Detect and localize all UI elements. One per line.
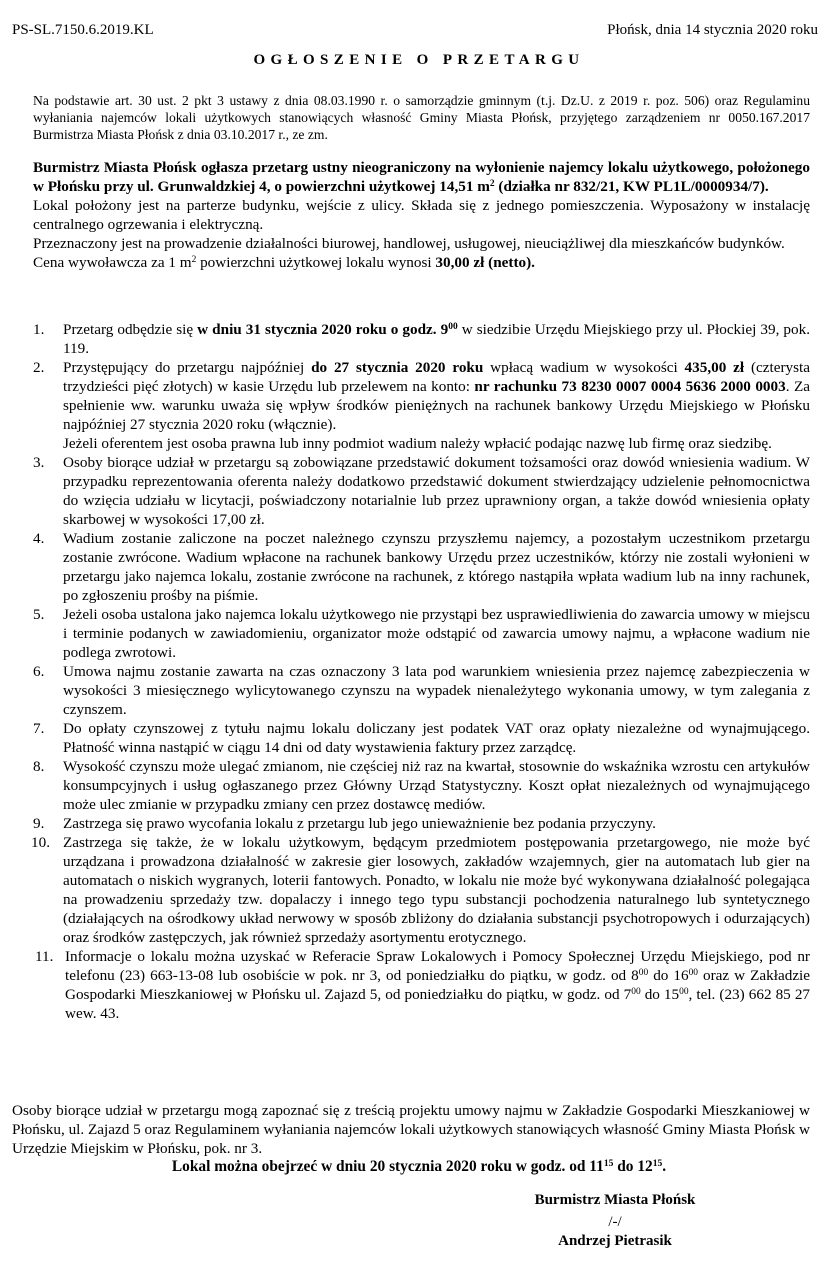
list-item (33, 605, 810, 662)
item-paragraph (63, 358, 810, 434)
viewing-time-superscript: 15 (603, 1157, 614, 1169)
item-number: 5. (33, 606, 45, 623)
intro-purpose: Przeznaczony jest na prowadzenie działalności biurowej, handlowej, usługowej, nieuciążliwej dla mieszkańców budynków. (33, 235, 785, 252)
auction-time-superscript: 00 (448, 321, 458, 332)
price-unit-superscript: 2 (191, 254, 197, 265)
item-text: Jeżeli osoba ustalona jako najemca lokalu użytkowego nie przystąpi bez usprawiedliwienia do zawarcia umowy w miejscu i terminie podanych w zawiadomieniu, organizator może odstąpić od zawarcia umowy najmu, a wpłacone wadium nie podlega zwrotowi. (63, 606, 810, 661)
intro-lead-text: Burmistrz Miasta Płońsk ogłasza przetarg ustny nieograniczony na wyłonienie najemcy lokalu użytkowego, położonego w Płońsku przy ul. Grunwaldzkiej 4, o powierzchni użytkowej 14,51 m (33, 159, 810, 195)
intro-lead (33, 158, 810, 196)
item-number: 6. (33, 663, 45, 680)
deposit-amount: 435,00 zł (684, 359, 745, 376)
viewing-text: do 12 (613, 1158, 653, 1175)
document-title: OGŁOSZENIE O PRZETARGU (253, 52, 585, 68)
time-superscript: 00 (631, 986, 641, 997)
item-text: wpłacą wadium w wysokości (483, 359, 685, 376)
item-text: (czterysta trzydzieści pięć złotych) w kasie Urzędu lub przelewem na konto: (63, 359, 810, 395)
viewing-text: . (662, 1158, 667, 1175)
list-item (33, 833, 810, 947)
list-item (33, 320, 810, 358)
list-item (33, 529, 810, 605)
signatory-name: Andrzej Pietrasik (558, 1233, 672, 1249)
item-number: 4. (33, 530, 45, 547)
intro-lead-plot: (działka nr 832/21, KW PL1L/0000934/7). (494, 178, 769, 195)
viewing-text: Lokal można obejrzeć w dniu 20 stycznia 2020 roku w godz. od 11 (171, 1158, 604, 1175)
item-text: Do opłaty czynszowej z tytułu najmu lokalu doliczany jest podatek VAT oraz opłaty niezależne od wynajmującego. Płatność winna nastąpić w ciągu 14 dni od daty wystawienia faktury przez zarządcę. (63, 720, 810, 756)
list-item (33, 358, 810, 453)
area-unit-superscript: 2 (489, 178, 495, 189)
price-text-rest: powierzchni użytkowej lokalu wynosi (196, 254, 436, 271)
deposit-deadline: do 27 stycznia 2020 roku (311, 359, 484, 376)
signature-mark: /-/ (608, 1214, 622, 1230)
viewing-notice (0, 1158, 838, 1176)
item-text: Zastrzega się także, że w lokalu użytkowym, będącym przedmiotem postępowania przetargowego, nie może być urządzana i prowadzona działalność w zakresie gier losowych, zakładów wzajemnych, gier na automatach lub gier na automatach o niskich wygranych, loterii fantowych. Ponadto, w lokalu nie może być wykonywana działalność polegająca na prowadzeniu sprzedaży tzw. dopalaczy i innego tego typu substancji pochodzenia naturalnego lub syntetycznego (działających na ośrodkowy układ nerwowy w sposób zbliżony do działania substancji psychotropowych i odurzających) oraz środków zastępczych, jak również sprzedaży asortymentu erotycznego. (63, 834, 810, 946)
item-number: 10. (31, 834, 50, 851)
item-number: 2. (33, 359, 45, 376)
legal-basis: Na podstawie art. 30 ust. 2 pkt 3 ustawy z dnia 08.03.1990 r. o samorządzie gminnym (t.j. Dz.U. z 2019 r. poz. 506) oraz Regulaminu wyłaniania najemców lokali użytkowych stanowiących własność Gminy Miasta Płońsk, przyjętego zarządzeniem nr 0050.167.2017 Burmistrza Miasta Płońsk z dnia 03.10.2017 r., ze zm. (33, 93, 810, 142)
item-text: Wysokość czynszu może ulegać zmianom, nie częściej niż raz na kwartał, stosownie do wskaźnika wzrostu cen artykułów konsumpcyjnych i usług ogłaszanego przez Główny Urząd Statystyczny. Koszt opłat niezależnych od wynajmującego może ulec zmianie w przypadku zmiany cen przez dostawcę mediów. (63, 758, 810, 813)
item-paragraph: Jeżeli oferentem jest osoba prawna lub inny podmiot wadium należy wpłacić podając nazwę lub firmę oraz siedzibę. (63, 435, 772, 452)
conditions-list (33, 320, 810, 1023)
intro-location: Lokal położony jest na parterze budynku, wejście z ulicy. Składa się z jednego pomieszczenia. Wyposażony w instalację centralnego ogrzewania i elektryczną. (33, 197, 810, 233)
closing-paragraph: Osoby biorące udział w przetargu mogą zapoznać się z treścią projektu umowy najmu w Zakładzie Gospodarki Mieszkaniowej w Płońsku, ul. Zajazd 5 oraz Regulaminem wyłaniania najemców lokali użytkowych stanowiących własność Gminy Miasta Płońsk w Urzędzie Miejskim w Płońsku, pok. nr 3. (12, 1102, 810, 1157)
item-text: w siedzibie Urzędu Miejskiego przy ul. Płockiej 39, pok. 119. (63, 321, 810, 357)
price-value: 30,00 zł (netto). (435, 254, 535, 271)
item-text: . Za spełnienie ww. warunku uważa się wpływ środków pieniężnych na rachunek bankowy Urzędu Miejskiego w Płońsku najpóźniej 27 stycznia 2020 roku (włącznie). (63, 378, 810, 433)
list-item (33, 662, 810, 719)
document-date: Płońsk, dnia 14 stycznia 2020 roku (607, 22, 818, 38)
item-text: Umowa najmu zostanie zawarta na czas oznaczony 3 lata pod warunkiem wniesienia przez najemcę zabezpieczenia w wysokości 3 miesięcznego wylicytowanego czynszu na wypadek nienależytego wykonania umowy, w tym zalegania z czynszem. (63, 663, 810, 718)
auction-date-text: w dniu 31 stycznia 2020 roku o godz. 9 (197, 321, 449, 338)
list-item (33, 757, 810, 814)
item-text: Wadium zostanie zaliczone na poczet należnego czynszu przyszłemu najemcy, a pozostałym uczestnikom przetargu zostanie zwrócone. Wadium wpłacone na rachunek bankowy Urzędu przez uczestników, którzy nie zostali wyłonieni w przetargu jako najemca lokalu, zostanie zwrócone na rachunek, z którego nastąpiła wpłata wadium lub na inny rachunek, po zgłoszeniu prośby na piśmie. (63, 530, 810, 604)
intro-price (33, 253, 810, 272)
item-number: 1. (33, 321, 45, 338)
time-superscript: 00 (679, 986, 689, 997)
item-text: Przetarg odbędzie się (63, 321, 198, 338)
list-item (33, 814, 810, 833)
signatory-role: Burmistrz Miasta Płońsk (534, 1192, 696, 1208)
item-text: Zastrzega się prawo wycofania lokalu z przetargu lub jego unieważnienie bez podania przyczyny. (63, 815, 656, 832)
bank-account-number: nr rachunku 73 8230 0007 0004 5636 2000 0003 (474, 378, 786, 395)
item-text: , tel. (23) 662 85 27 wew. 43. (65, 986, 811, 1022)
item-text: Przystępujący do przetargu najpóźniej (63, 359, 312, 376)
time-superscript: 00 (638, 967, 649, 978)
item-text: do 15 (640, 986, 680, 1003)
item-number: 11. (35, 948, 54, 965)
list-item (33, 719, 810, 757)
time-superscript: 00 (688, 967, 698, 978)
item-number: 8. (33, 758, 45, 775)
list-item (33, 453, 810, 529)
auction-date (197, 321, 458, 338)
price-text: Cena wywoławcza za 1 m (33, 254, 192, 271)
item-text: do 16 (648, 967, 689, 984)
viewing-time-superscript: 15 (652, 1157, 663, 1169)
item-number: 3. (33, 454, 45, 471)
item-text: oraz w Zakładzie Gospodarki Mieszkaniowej w Płońsku ul. Zajazd 5, od poniedziałku do piątku, w godz. od 7 (65, 967, 811, 1003)
item-number: 9. (33, 815, 45, 832)
item-number: 7. (33, 720, 45, 737)
item-text: Osoby biorące udział w przetargu są zobowiązane przedstawić dokument tożsamości oraz dowód wniesienia wadium. W przypadku reprezentowania oferenta należy dodatkowo przedstawić dokument stwierdzający udzielenie pełnomocnictwa do wzięcia udziału w licytacji, poświadczony notarialnie lub przez uprawniony organ, a także dowód wniesienia opłaty skarbowej w wysokości 17,00 zł. (63, 454, 810, 528)
list-item (33, 947, 810, 1023)
item-text: Informacje o lokalu można uzyskać w Referacie Spraw Lokalowych i Pomocy Społecznej Urzędu Miejskiego, pod nr telefonu (23) 663-13-08 lub osobiście w pok. nr 3, od poniedziałku do piątku, w godz. od 8 (65, 948, 810, 984)
case-reference: PS-SL.7150.6.2019.KL (12, 22, 154, 38)
intro-section (33, 158, 810, 272)
